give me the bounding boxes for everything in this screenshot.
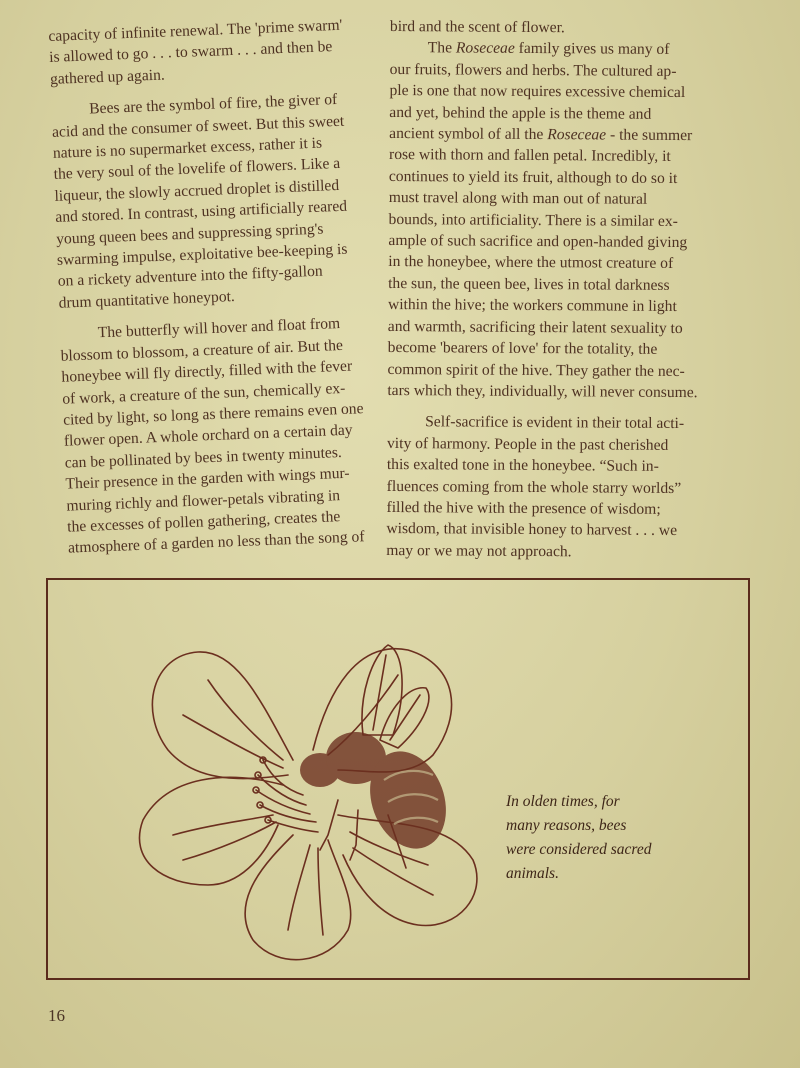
right-paragraph-2	[386, 411, 732, 563]
italic-term: Roseceae	[547, 126, 607, 144]
text-line: become 'bearers of love' for the totality, the	[387, 339, 658, 358]
left-paragraph-2	[51, 87, 389, 314]
text-line: acid and the consumer of sweet. But this sweet	[51, 112, 345, 141]
text-line: the very soul of the lovelife of flowers. Like a	[53, 155, 341, 184]
text-line: common spirit of the hive. They gather the nec-	[387, 360, 685, 380]
right-paragraph-0	[390, 16, 735, 40]
text-line: wisdom, that invisible honey to harvest . . . we	[386, 520, 678, 540]
text-line: this exalted tone in the honeybee. “Such in-	[386, 456, 659, 476]
text-line: The Roseceae family gives us many of	[427, 39, 670, 59]
text-line: and yet, behind the apple is the theme and	[389, 103, 652, 123]
text-line: must travel along with man out of natural	[388, 189, 648, 209]
text-line: tars which they, individually, will never consume.	[387, 381, 698, 402]
text-line: atmosphere of a garden no less than the song of	[67, 528, 365, 557]
text-line: flower open. A whole orchard on a certain day	[63, 421, 353, 450]
text-line: nature is no supermarket excess, rather it is	[52, 134, 323, 162]
text-line: is allowed to go . . . to swarm . . . and then be	[48, 38, 333, 67]
text-line: within the hive; the workers commune in light	[387, 296, 677, 316]
text-line: rose with thorn and fallen petal. Incredibly, it	[388, 146, 671, 166]
figure-frame	[46, 578, 750, 980]
text-line: the sun, the queen bee, lives in total darkness	[388, 274, 670, 294]
text-line: young queen bees and suppressing spring's	[55, 220, 324, 248]
text-line: filled the hive with the presence of wisdom;	[386, 498, 661, 518]
right-paragraph-1	[387, 37, 735, 403]
right-text-column	[386, 16, 735, 564]
text-line: The butterfly will hover and float from	[97, 315, 341, 342]
text-line: bird and the scent of flower.	[389, 17, 565, 37]
text-line: the excesses of pollen gathering, creates the	[66, 508, 341, 536]
text-line: on a rickety adventure into the fifty-gallon	[57, 263, 323, 291]
text-line: may or we may not approach.	[386, 541, 572, 561]
text-line: muring richly and flower-petals vibrating in	[66, 486, 341, 515]
text-line: and warmth, sacrificing their latent sexuality to	[387, 317, 683, 337]
flower-petal	[152, 652, 293, 779]
italic-term: Roseceae	[455, 39, 515, 58]
text-line: bounds, into artificiality. There is a similar ex-	[388, 210, 678, 230]
text-line: capacity of infinite renewal. The 'prime swarm'	[48, 16, 343, 45]
text-line: swarming impulse, exploitative bee-keeping is	[56, 240, 348, 269]
text-line: liqueur, the slowly accrued droplet is distilled	[54, 176, 340, 205]
text-line: can be pollinated by bees in twenty minutes.	[64, 443, 343, 472]
text-line: honeybee will fly directly, filled with the fever	[61, 357, 353, 386]
page-number: 16	[48, 1006, 65, 1025]
text-line: fluences coming from the whole starry worlds”	[386, 477, 682, 497]
text-line: cited by light, so long as there remains even one	[62, 400, 364, 429]
text-line: ancient symbol of all the Roseceae - the summer	[389, 125, 693, 145]
text-line: Bees are the symbol of fire, the giver of	[88, 91, 338, 118]
text-line: in the honeybee, where the utmost creature of	[388, 253, 674, 273]
text-line: ample of such sacrifice and open-handed giving	[388, 232, 688, 252]
caption-line: In olden times, for	[506, 793, 620, 810]
text-line: drum quantitative honeypot.	[58, 287, 236, 312]
text-line: Their presence in the garden with wings mur-	[65, 464, 350, 493]
caption-line: animals.	[506, 865, 559, 882]
text-line: ple is one that now requires excessive chemical	[389, 82, 686, 102]
left-paragraph-3	[59, 311, 398, 559]
text-line: our fruits, flowers and herbs. The cultured ap-	[389, 60, 677, 80]
text-line: continues to yield its fruit, although to do so it	[388, 167, 678, 187]
bee-on-flower-illustration	[88, 610, 508, 970]
caption-line: many reasons, bees	[506, 817, 627, 834]
text-line: blossom to blossom, a creature of air. But the	[60, 336, 344, 365]
text-line: and stored. In contrast, using artificially reared	[55, 197, 348, 227]
text-line: gathered up again.	[49, 66, 166, 88]
caption-line: were considered sacred	[506, 841, 652, 858]
text-line: vity of harmony. People in the past cherished	[386, 434, 669, 454]
bee-wing	[362, 645, 402, 735]
figure-caption	[506, 790, 706, 886]
text-line: of work, a creature of the sun, chemically ex-	[61, 379, 346, 408]
text-line: Self-sacrifice is evident in their total acti-	[425, 413, 685, 433]
left-text-column	[48, 13, 398, 559]
